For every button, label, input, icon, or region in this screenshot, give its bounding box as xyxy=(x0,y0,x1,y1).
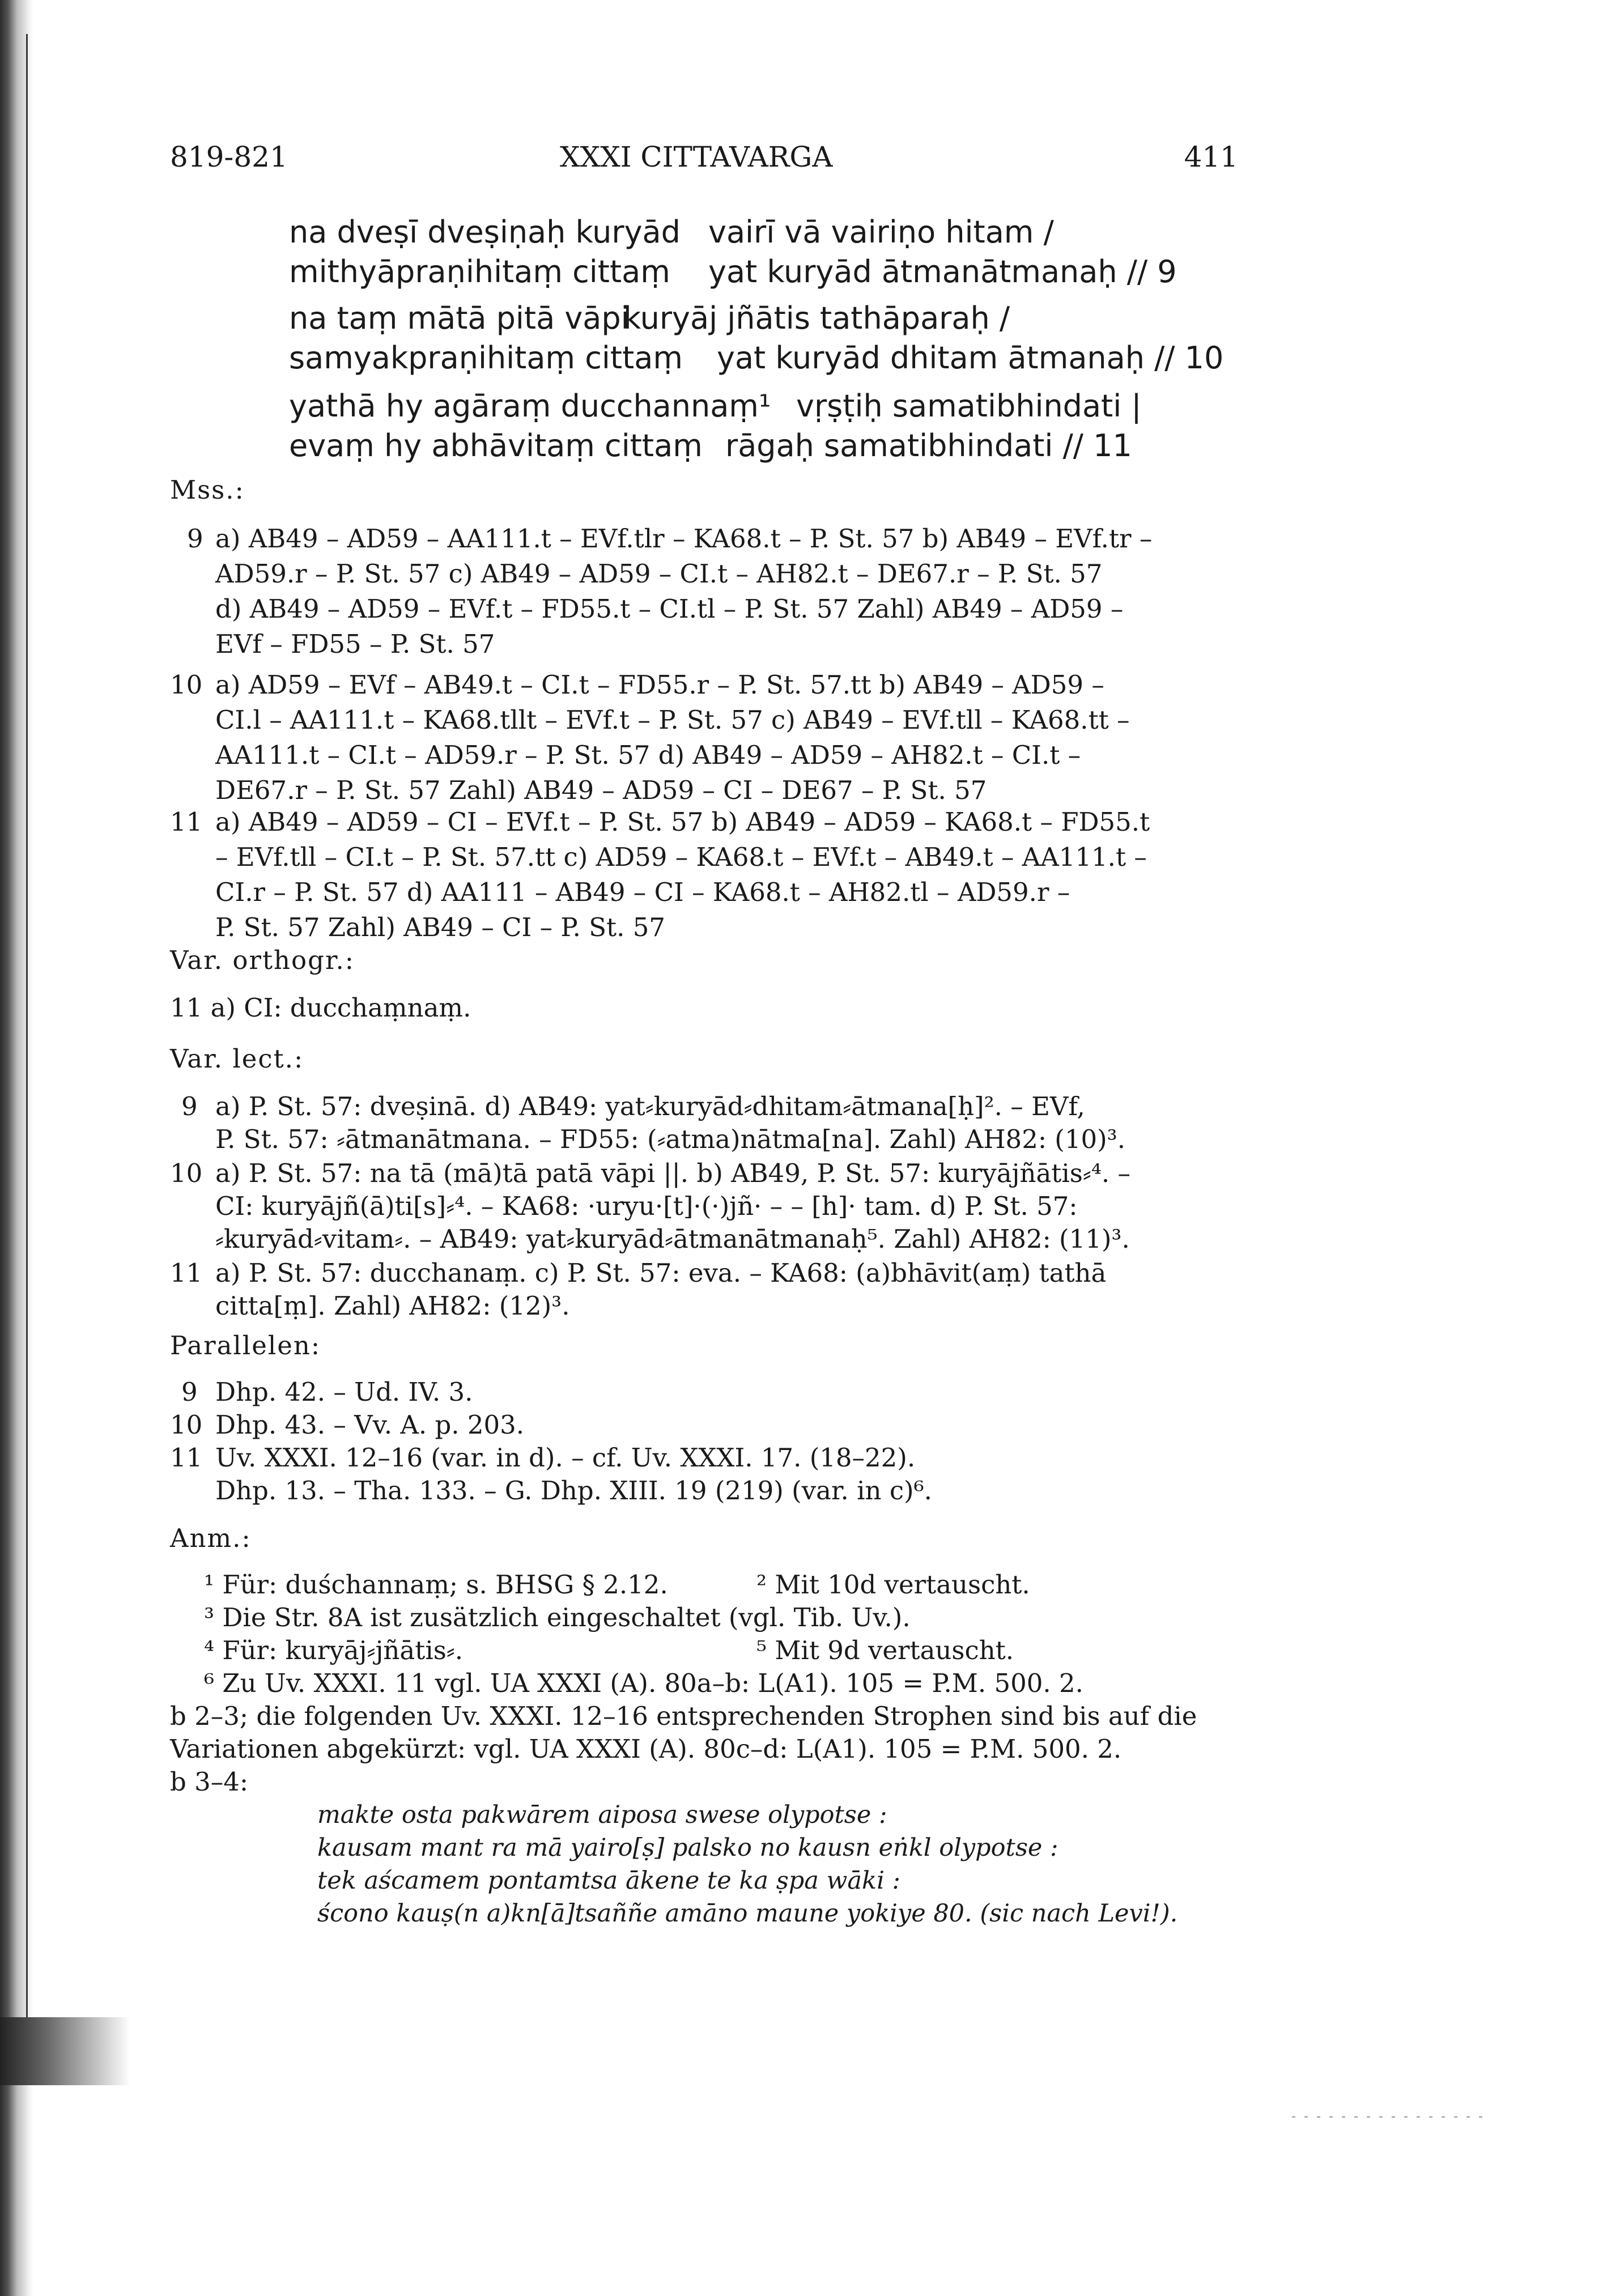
page-number: 411 xyxy=(1184,141,1238,173)
footnote-4: ⁴ Für: kuryāj⸗jñātis⸗. xyxy=(204,1635,464,1665)
verse-9-line-2 xyxy=(289,254,1177,290)
entry-number: 11 xyxy=(170,807,203,837)
binding-shadow xyxy=(0,0,34,2296)
parallel-line: Dhp. 42. – Ud. IV. 3. xyxy=(215,1377,473,1407)
var-lect-line: ⸗kuryād⸗vitam⸗. – AB49: yat⸗kuryād⸗ātmanātmanaḥ⁵. Zahl) AH82: (11)³. xyxy=(215,1224,1130,1254)
mss-line: DE67.r – P. St. 57 Zahl) AB49 – AD59 – CI – DE67 – P. St. 57 xyxy=(215,775,987,805)
mss-line: AD59.r – P. St. 57 c) AB49 – AD59 – CI.t – AH82.t – DE67.r – P. St. 57 xyxy=(215,559,1103,589)
tocharian-line: kausam mant ra mā yairo[ṣ] palsko no kausn eṅkl olypotse : xyxy=(317,1834,1058,1862)
mss-line: P. St. 57 Zahl) AB49 – CI – P. St. 57 xyxy=(215,912,665,942)
verse-half-b: yat kuryād dhitam ātmanaḥ // 10 xyxy=(717,340,1224,376)
binding-smudge xyxy=(0,2017,130,2085)
footnote-2: ² Mit 10d vertauscht. xyxy=(756,1570,1030,1600)
header-chapter-title: XXXI CITTAVARGA xyxy=(560,141,833,173)
entry-number: 9 xyxy=(181,1377,198,1407)
verse-half-a: evaṃ hy abhāvitaṃ cittaṃ xyxy=(289,428,703,464)
footnote-6-cont: b 3–4: xyxy=(170,1767,249,1797)
verse-half-b: vairī vā vairiṇo hitam / xyxy=(708,214,1054,250)
verse-half-b: vṛṣṭiḥ samatibhindati | xyxy=(796,388,1142,424)
entry-number: 11 xyxy=(170,1443,203,1473)
footnote-3: ³ Die Str. 8A ist zusätzlich eingeschaltet (vgl. Tib. Uv.). xyxy=(204,1602,911,1632)
mss-line: CI.l – AA111.t – KA68.tllt – EVf.t – P. St. 57 c) AB49 – EVf.tll – KA68.tt – xyxy=(215,705,1130,735)
footnote-1: ¹ Für: duśchannaṃ; s. BHSG § 2.12. xyxy=(204,1570,668,1600)
var-orthogr-label: Var. orthogr.: xyxy=(170,945,355,975)
tocharian-line: makte osta pakwārem aiposa swese olypotse : xyxy=(317,1801,887,1829)
parallel-line: Dhp. 13. – Tha. 133. – G. Dhp. XIII. 19 (219) (var. in c)⁶. xyxy=(215,1476,932,1506)
footnote-5: ⁵ Mit 9d vertauscht. xyxy=(756,1635,1014,1665)
mss-line: a) AB49 – AD59 – CI – EVf.t – P. St. 57 b) AB49 – AD59 – KA68.t – FD55.t xyxy=(215,807,1150,837)
footnote-6-cont: Variationen abgekürzt: vgl. UA XXXI (A). 80c–d: L(A1). 105 = P.M. 500. 2. xyxy=(170,1734,1122,1764)
verse-half-b: yat kuryād ātmanātmanaḥ // 9 xyxy=(708,254,1177,290)
footnote-6: ⁶ Zu Uv. XXXI. 11 vgl. UA XXXI (A). 80a–b: L(A1). 105 = P.M. 500. 2. xyxy=(204,1668,1083,1698)
tocharian-line: ścono kauṣ(n a)kn[ā]tsaññe amāno maune yokiye 80. (sic nach Levi!). xyxy=(317,1899,1178,1928)
verse-10-line-1 xyxy=(289,300,1010,336)
entry-number: 9 xyxy=(181,1091,198,1121)
verse-half-b: kuryāj jñātis tathāparaḥ / xyxy=(623,300,1010,336)
entry-number: 10 xyxy=(170,1410,203,1440)
var-orthogr-line: 11 a) CI: ducchaṃnaṃ. xyxy=(170,993,471,1023)
var-lect-line: citta[ṃ]. Zahl) AH82: (12)³. xyxy=(215,1291,570,1321)
parallel-line: Uv. XXXI. 12–16 (var. in d). – cf. Uv. XXXI. 17. (18–22). xyxy=(215,1443,916,1473)
verse-half-a: yathā hy agāraṃ ducchannaṃ¹ xyxy=(289,388,771,424)
entry-number: 10 xyxy=(170,1158,203,1188)
verse-half-b: rāgaḥ samatibhindati // 11 xyxy=(725,428,1132,464)
var-lect-line: a) P. St. 57: na tā (mā)tā patā vāpi ||. b) AB49, P. St. 57: kuryājñātis⸗⁴. – xyxy=(215,1158,1130,1188)
var-lect-line: CI: kuryājñ(ā)ti[s]⸗⁴. – KA68: ·uryu·[t]·(·)jñ· – – [h]· tam. d) P. St. 57: xyxy=(215,1191,1078,1221)
mss-line: CI.r – P. St. 57 d) AA111 – AB49 – CI – KA68.t – AH82.tl – AD59.r – xyxy=(215,877,1070,907)
anm-label: Anm.: xyxy=(170,1523,252,1553)
entry-number: 10 xyxy=(170,670,203,700)
mss-line: AA111.t – CI.t – AD59.r – P. St. 57 d) AB49 – AD59 – AH82.t – CI.t – xyxy=(215,740,1081,770)
footnote-6-cont: b 2–3; die folgenden Uv. XXXI. 12–16 entsprechenden Strophen sind bis auf die xyxy=(170,1701,1197,1731)
mss-label: Mss.: xyxy=(170,475,245,505)
verse-10-line-2 xyxy=(289,340,1224,376)
verse-11-line-2 xyxy=(289,428,1132,464)
verse-half-a: na dveṣī dveṣiṇaḥ kuryād xyxy=(289,214,681,250)
mss-line: – EVf.tll – CI.t – P. St. 57.tt c) AD59 – KA68.t – EVf.t – AB49.t – AA111.t – xyxy=(215,842,1147,872)
mss-line: d) AB49 – AD59 – EVf.t – FD55.t – CI.tl – P. St. 57 Zahl) AB49 – AD59 – xyxy=(215,594,1124,624)
running-header xyxy=(170,141,1238,175)
binding-line xyxy=(26,34,28,2051)
verse-11-line-1 xyxy=(289,388,1142,424)
scan-artifact xyxy=(1292,2116,1485,2118)
tocharian-line: tek aścamem pontamtsa ākene te ka ṣpa wāki : xyxy=(317,1866,900,1895)
var-lect-line: a) P. St. 57: dveṣinā. d) AB49: yat⸗kuryād⸗dhitam⸗ātmana[ḥ]². – EVf, xyxy=(215,1091,1085,1121)
mss-line: a) AD59 – EVf – AB49.t – CI.t – FD55.r – P. St. 57.tt b) AB49 – AD59 – xyxy=(215,670,1104,700)
var-lect-label: Var. lect.: xyxy=(170,1044,304,1074)
header-verse-range: 819-821 xyxy=(170,141,288,173)
entry-number: 9 xyxy=(187,524,203,554)
verse-half-a: samyakpraṇihitaṃ cittaṃ xyxy=(289,340,683,376)
entry-number: 11 xyxy=(170,1258,203,1288)
parallelen-label: Parallelen: xyxy=(170,1330,321,1360)
parallel-line: Dhp. 43. – Vv. A. p. 203. xyxy=(215,1410,525,1440)
verse-half-a: mithyāpraṇihitaṃ cittaṃ xyxy=(289,254,670,290)
verse-9-line-1 xyxy=(289,214,1054,250)
mss-line: a) AB49 – AD59 – AA111.t – EVf.tlr – KA68.t – P. St. 57 b) AB49 – EVf.tr – xyxy=(215,524,1153,554)
var-lect-line: P. St. 57: ⸗ātmanātmana. – FD55: (⸗atma)nātma[na]. Zahl) AH82: (10)³. xyxy=(215,1124,1126,1154)
var-lect-line: a) P. St. 57: ducchanaṃ. c) P. St. 57: eva. – KA68: (a)bhāvit(aṃ) tathā xyxy=(215,1258,1107,1288)
verse-half-a: na taṃ mātā pitā vāpi xyxy=(289,300,630,336)
mss-line: EVf – FD55 – P. St. 57 xyxy=(215,629,495,659)
